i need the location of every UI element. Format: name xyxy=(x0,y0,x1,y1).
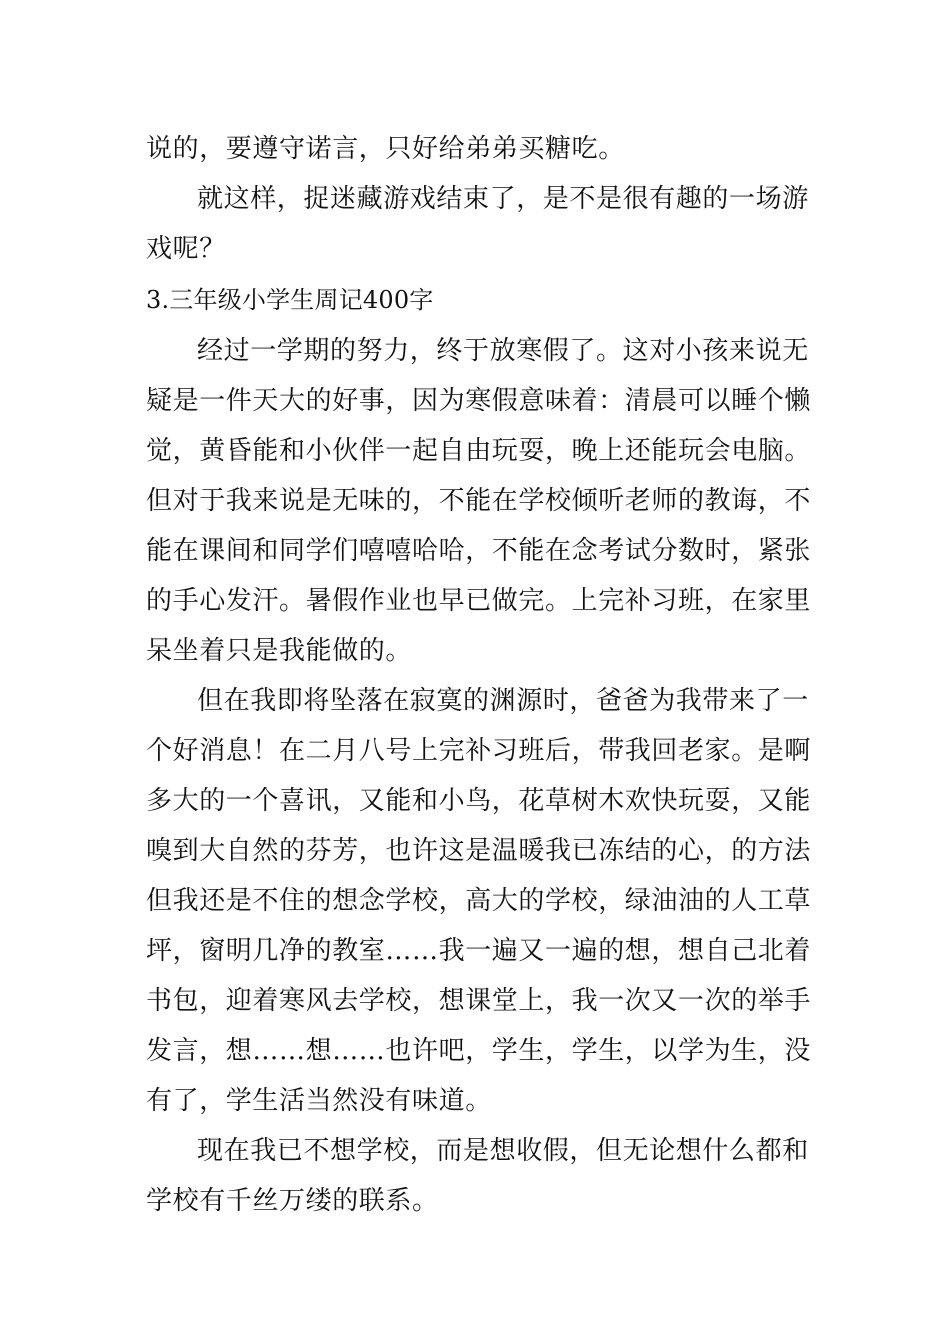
text-line: 戏呢？ xyxy=(146,234,226,264)
text-line: 经过一学期的努力，终于放寒假了。这对小孩来说无 xyxy=(197,336,809,366)
text-line: 的手心发汗。暑假作业也早已做完。上完补习班，在家里 xyxy=(146,586,812,616)
text-line: 疑是一件天大的好事，因为寒假意味着：清晨可以睡个懒 xyxy=(146,386,812,416)
section-heading: 3.三年级小学生周记400字 xyxy=(146,286,434,314)
text-line: 说的，要遵守诺言，只好给弟弟买糖吃。 xyxy=(146,134,625,164)
text-line: 坪，窗明几净的教室……我一遍又一遍的想，想自己北着 xyxy=(146,936,812,966)
text-line: 有了，学生活当然没有味道。 xyxy=(146,1086,492,1116)
text-line: 个好消息！在二月八号上完补习班后，带我回老家。是啊 xyxy=(146,736,812,766)
text-line: 发言，想……想……也许吧，学生，学生，以学为生，没 xyxy=(146,1036,812,1066)
text-line: 多大的一个喜讯，又能和小鸟，花草树木欢快玩耍，又能 xyxy=(146,786,812,816)
text-line: 就这样，捉迷藏游戏结束了，是不是很有趣的一场游 xyxy=(197,184,809,214)
text-line: 嗅到大自然的芬芳，也许这是温暖我已冻结的心，的方法 xyxy=(146,836,812,866)
text-line: 但对于我来说是无味的，不能在学校倾听老师的教诲，不 xyxy=(146,486,812,516)
text-line: 学校有千丝万缕的联系。 xyxy=(146,1186,439,1216)
text-line: 呆坐着只是我能做的。 xyxy=(146,636,413,666)
text-line: 但我还是不住的想念学校，高大的学校，绿油油的人工草 xyxy=(146,886,812,916)
text-line: 书包，迎着寒风去学校，想课堂上，我一次又一次的举手 xyxy=(146,986,812,1016)
text-line: 现在我已不想学校，而是想收假，但无论想什么都和 xyxy=(197,1136,809,1166)
text-line: 能在课间和同学们嘻嘻哈哈，不能在念考试分数时，紧张 xyxy=(146,536,812,566)
text-line: 觉，黄昏能和小伙伴一起自由玩耍，晚上还能玩会电脑。 xyxy=(146,436,812,466)
text-line: 但在我即将坠落在寂寞的渊源时，爸爸为我带来了一 xyxy=(197,686,809,716)
